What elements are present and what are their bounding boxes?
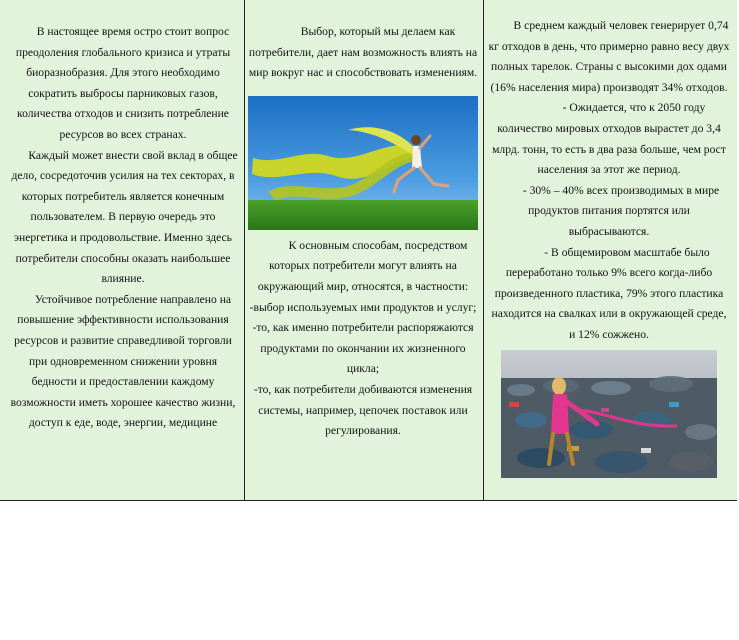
column-3 <box>486 0 732 478</box>
column3-paragraph-4: - В общемировом масштабе было переработано только 9% всего когда-либо произведенного пластика, 79% этого пластика находится на свалках или в окружающей среде, и 12% сожжено. <box>491 245 727 341</box>
column2-intro: Выбор, который мы делаем как потребители, дает нам возможность влиять на мир вокруг нас и способствовать изменениям. <box>248 25 478 80</box>
column-divider-2 <box>483 0 484 500</box>
column2-ways-intro: К основным способам, посредством которых потребители могут влиять на окружающий мир, относятся, в частности: <box>257 238 469 293</box>
column3-paragraph-2: - Ожидается, что к 2050 году количество мировых отходов вырастет до 3,4 млрд. тонн, то есть в два раза больше, чем рост населения за этот же период. <box>492 101 726 177</box>
column-divider-1 <box>244 0 245 500</box>
column1-paragraph-2: Каждый может внести свой вклад в общее дело, сосредоточив усилия на тех секторах, в которых потребитель является конечным пользователем. В первую очередь это энергетика и продовольствие. Именно здесь потребители способны оказать наибольшее влияние. <box>11 148 238 286</box>
column1-paragraph-1: В настоящее время остро стоит вопрос преодоления глобального кризиса и утраты биоразнобразия. Для этого необходимо сократить выбросы парниковых газов, количества отходов и снизить потребление ресурсов во всех странах. <box>15 25 231 141</box>
column2-way-2: -то, как именно потребители распоряжаются продуктами по окончании их жизненного цикла; <box>252 321 474 376</box>
plastic-waste-photo <box>501 350 717 478</box>
column2-way-1: -выбор используемых ими продуктов и услуг; <box>249 300 477 314</box>
column3-paragraph-3: - 30% – 40% всех производимых в мире продуктов питания портятся или выбрасываются. <box>522 183 720 238</box>
column2-way-3: -то, как потребители добиваются изменения системы, например, цепочек поставок или регулирования. <box>253 382 473 438</box>
column1-paragraph-3: Устойчивое потребление направлено на повышение эффективности использования ресурсов и развитие справедливой торговли при одновременном снижении уровня бедности и предоставлении каждому возможности иметь хорошее качество жизни, доступ к еде, воде, энергии, медицине <box>10 292 236 430</box>
green-scarf-photo <box>248 96 478 230</box>
column3-paragraph-1: В среднем каждый человек генерирует 0,74 кг отходов в день, что примерно равно весу двух полных тарелок. Страны с высокими дох одами (16% населения мира) производят 34% отходов. <box>488 19 730 94</box>
column-1 <box>0 0 244 434</box>
column-2 <box>246 0 480 442</box>
